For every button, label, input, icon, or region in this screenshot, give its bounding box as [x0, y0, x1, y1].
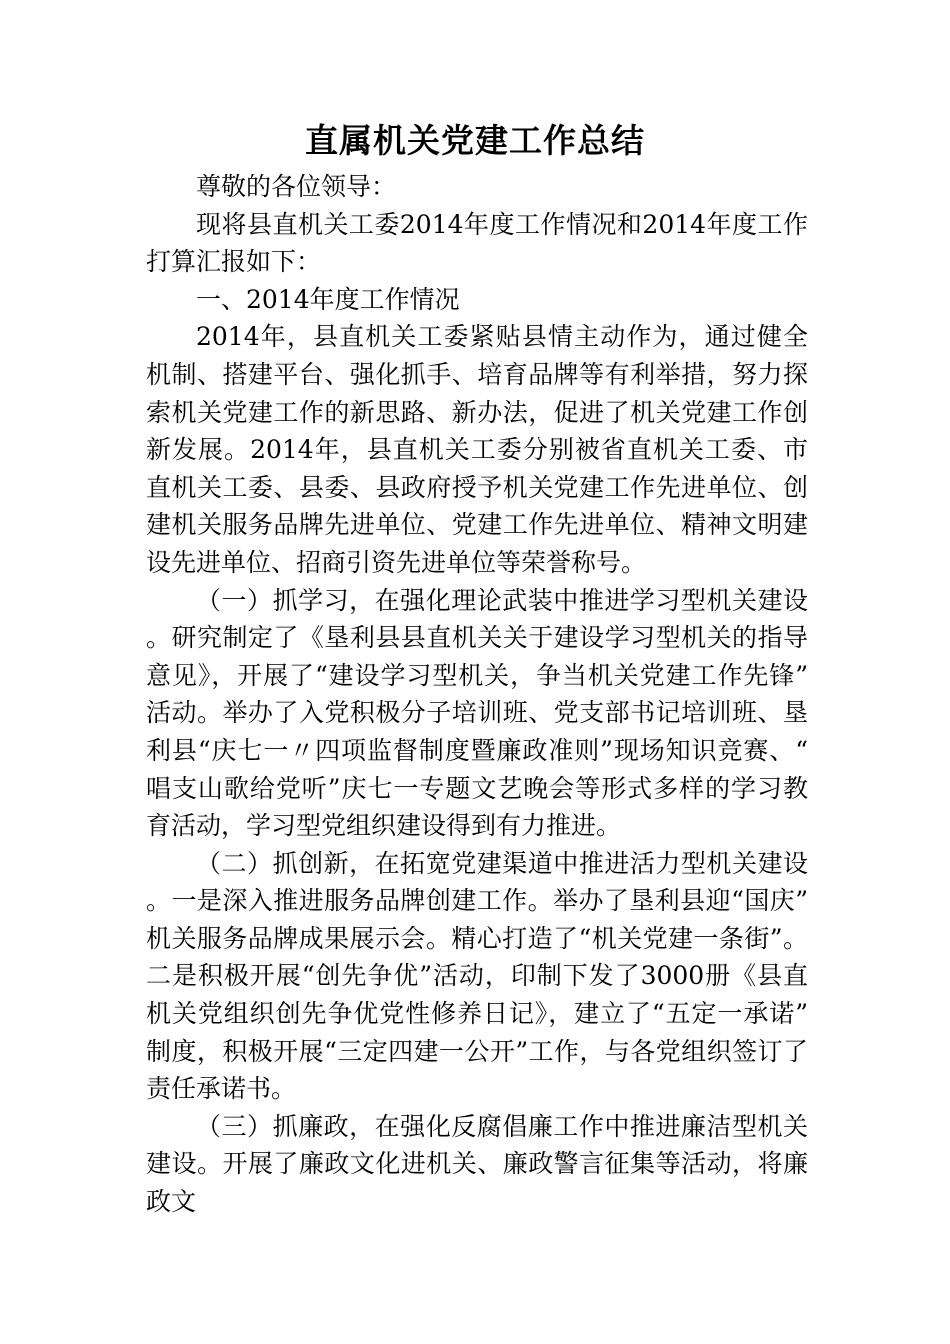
overview-paragraph: 2014年，县直机关工委紧贴县情主动作为，通过健全机制、搭建平台、强化抓手、培育品牌等有利举措，努力探索机关党建工作的新思路、新办法，促进了机关党建工作创新发展。2014年，县直机关工委分别被省直机关工委、市直机关工委、县委、县政府授予机关党建工作先进单位、创建机关服务品牌先进单位、党建工作先进单位、精神文明建设先进单位、招商引资先进单位等荣誉称号。 [146, 322, 808, 577]
intro-paragraph: 现将县直机关工委2014年度工作情况和2014年度工作打算汇报如下： [146, 209, 808, 277]
document-title: 直属机关党建工作总结 [305, 121, 645, 160]
section-heading: 一、2014年度工作情况 [196, 284, 460, 314]
greeting-paragraph: 尊敬的各位领导： [196, 172, 397, 201]
document-body [146, 168, 808, 1221]
study-paragraph: （一）抓学习，在强化理论武装中推进学习型机关建设。研究制定了《垦利县县直机关关于建设学习型机关的指导意见》，开展了“建设学习型机关，争当机关党建工作先锋”活动。举办了入党积极分子培训班、党支部书记培训班、垦利县“庆七一〃四项监督制度暨廉政准则”现场知识竞赛、“唱支山歌给党听”庆七一专题文艺晚会等形式多样的学习教育活动，学习型党组织建设得到有力推进。 [146, 585, 808, 841]
innovation-paragraph: （二）抓创新，在拓宽党建渠道中推进活力型机关建设。一是深入推进服务品牌创建工作。举办了垦利县迎“国庆”机关服务品牌成果展示会。精心打造了“机关党建一条街”。二是积极开展“创先争优”活动，印制下发了3000册《县直机关党组织创先争优党性修养日记》，建立了“五定一承诺”制度，积极开展“三定四建一公开”工作，与各党组织签订了责任承诺书。 [146, 848, 808, 1104]
integrity-paragraph: （三）抓廉政，在强化反腐倡廉工作中推进廉洁型机关建设。开展了廉政文化进机关、廉政警言征集等活动，将廉政文 [146, 1111, 808, 1217]
